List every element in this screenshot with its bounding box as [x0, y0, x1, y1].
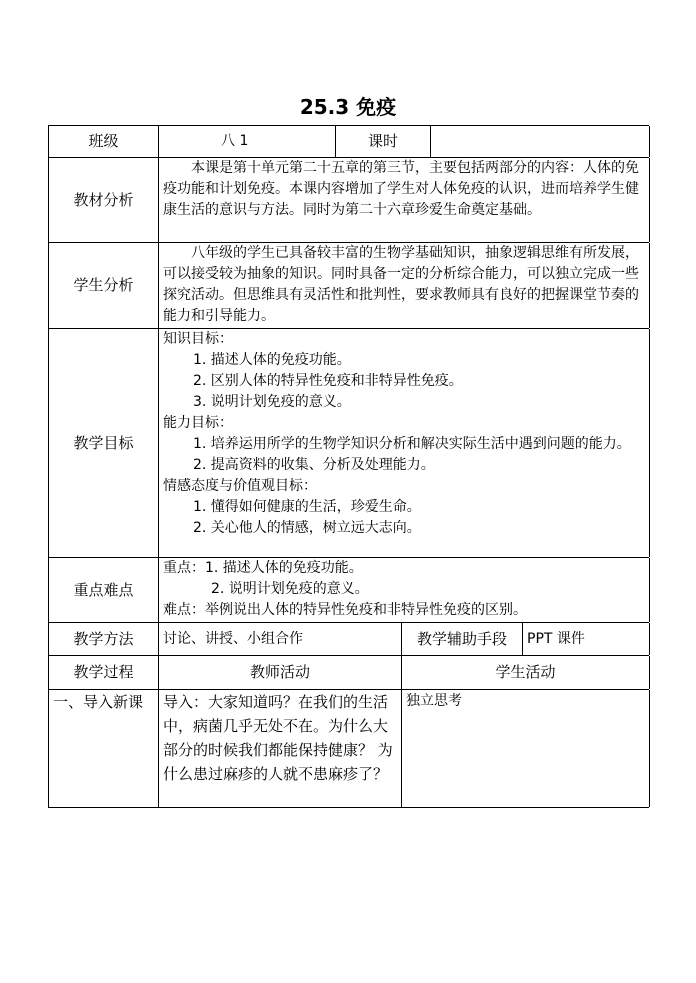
intro-teacher-text: 导入：大家知道吗？在我们的生活中，病菌几乎无处不在。为什么大部分的时候我们都能保持健康？ 为什么患过麻疹的人就不患麻疹了？ [159, 690, 402, 807]
class-value: 八 1 [159, 126, 336, 157]
methods-label: 教学方法 [49, 623, 159, 655]
teacher-activity-header: 教师活动 [159, 656, 402, 689]
student-activity-header: 学生活动 [402, 656, 650, 689]
methods-value: 讨论、讲授、小组合作 [159, 623, 402, 655]
period-value [431, 126, 650, 157]
knowledge-item: 3. 说明计划免疫的意义。 [193, 394, 351, 410]
knowledge-title: 知识目标： [163, 331, 233, 347]
emotion-title: 情感态度与价值观目标： [163, 478, 317, 494]
lesson-plan-table [48, 125, 649, 808]
period-label: 课时 [336, 126, 431, 157]
keypoints-content [159, 558, 650, 622]
class-row [48, 125, 649, 157]
intro-step-label: 一、导入新课 [49, 690, 159, 807]
emotion-item: 2. 关心他人的情感，树立远大志向。 [193, 520, 421, 536]
aids-label: 教学辅助手段 [402, 623, 523, 655]
keypoints-row [48, 557, 649, 622]
ability-item: 2. 提高资料的收集、分析及处理能力。 [193, 457, 435, 473]
students-row [48, 242, 649, 328]
methods-row [48, 622, 649, 655]
objectives-content [159, 329, 650, 557]
ability-item [163, 434, 645, 455]
material-text: 本课是第十单元第二十五章的第三节，主要包括两部分的内容：人体的免疫功能和计划免疫。本课内容增加了学生对人体免疫的认识，进而培养学生健康生活的意识与方法。同时为第二十六章珍爱生命奠定基础。 [159, 158, 650, 242]
ability-item-text: 1. 培养运用所学的生物学知识分析和解决实际生活中遇到问题的能力。 [193, 436, 631, 452]
intro-row [48, 689, 649, 808]
keypoints-label: 重点难点 [49, 558, 159, 622]
emotion-item: 1. 懂得如何健康的生活，珍爱生命。 [193, 499, 421, 515]
keypoint-difficulty: 难点：举例说出人体的特异性免疫和非特异性免疫的区别。 [163, 602, 527, 618]
students-text: 八年级的学生已具备较丰富的生物学基础知识，抽象逻辑思维有所发展，可以接受较为抽象的知识。同时具备一定的分析综合能力，可以独立完成一些探究活动。但思维具有灵活性和批判性，要求教师具有良好的把握课堂节奏的能力和引导能力。 [159, 243, 650, 328]
ability-title: 能力目标： [163, 415, 233, 431]
aids-value: PPT 课件 [523, 623, 650, 655]
objectives-row [48, 328, 649, 557]
process-label: 教学过程 [49, 656, 159, 689]
students-label: 学生分析 [49, 243, 159, 328]
knowledge-item: 2. 区别人体的特异性免疫和非特异性免疫。 [193, 373, 463, 389]
objectives-label: 教学目标 [49, 329, 159, 557]
page-title: 25.3 免疫 [299, 95, 397, 119]
material-row [48, 157, 649, 242]
keypoint-second: 2. 说明计划免疫的意义。 [211, 581, 369, 597]
intro-student-text: 独立思考 [402, 690, 650, 807]
class-label: 班级 [49, 126, 159, 157]
process-header-row [48, 655, 649, 689]
material-label: 教材分析 [49, 158, 159, 242]
knowledge-item: 1. 描述人体的免疫功能。 [193, 352, 351, 368]
keypoint-main: 重点：1. 描述人体的免疫功能。 [163, 560, 363, 576]
